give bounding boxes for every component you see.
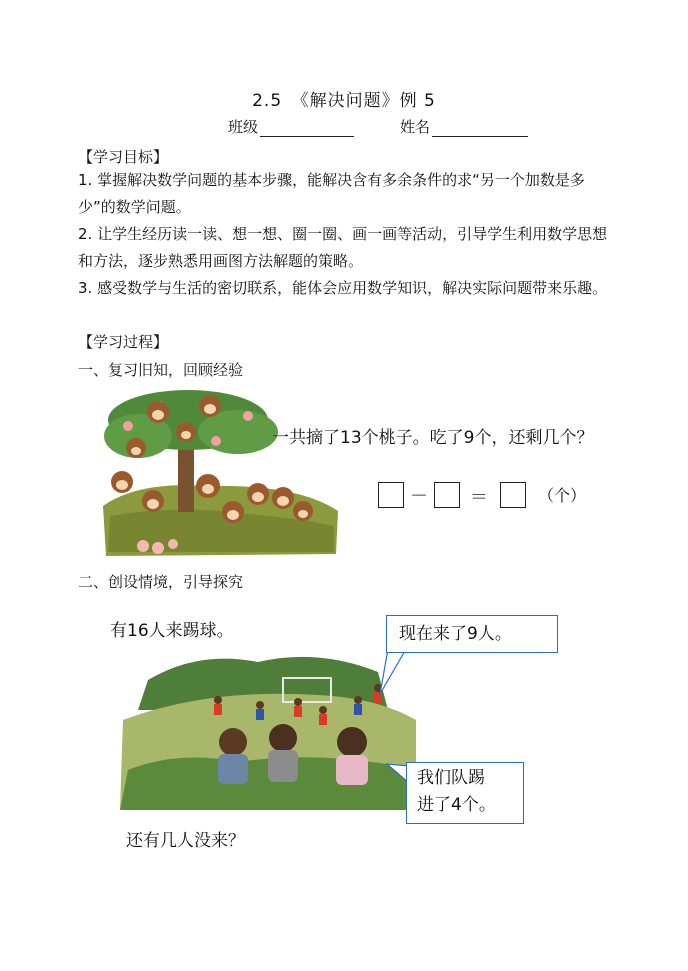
class-label: 班级	[228, 118, 259, 136]
equals-sign: ＝	[470, 487, 488, 508]
peach-question: 一共摘了13个桃子。吃了9个，还剩几个？	[272, 428, 594, 448]
class-field	[228, 116, 354, 137]
soccer-field-illustration	[118, 650, 418, 812]
callout-arrived	[386, 615, 558, 653]
unit-label: （个）	[538, 486, 587, 505]
monkeys-peach-tree-illustration	[98, 386, 343, 558]
goal-item-2: 2. 让学生经历读一读、想一想、圈一圈、画一画等活动，引导学生利用数学思想和方法，逐步熟悉用画图方法解题的策略。	[78, 225, 608, 270]
goal-item-1: 1. 掌握解决数学问题的基本步骤，能解决含有多余条件的求“另一个加数是多少”的数学问题。	[78, 171, 585, 216]
part1-heading: 一、复习旧知，回顾经验	[78, 361, 244, 379]
process-heading: 【学习过程】	[78, 333, 169, 351]
name-label: 姓名	[400, 118, 431, 136]
goals-heading: 【学习目标】	[78, 148, 169, 166]
answer-box-3[interactable]	[500, 482, 526, 508]
part2-heading: 二、创设情境，引导探究	[78, 573, 244, 591]
missing-question: 还有几人没来？	[126, 831, 245, 851]
callout-goals	[406, 762, 524, 824]
answer-box-1[interactable]	[378, 482, 404, 508]
name-blank[interactable]	[432, 120, 528, 137]
callout-goals-line1: 我们队踢	[417, 768, 485, 788]
callout-pointer-1	[378, 648, 418, 698]
minus-sign: －	[410, 486, 428, 507]
goal-item-3: 3. 感受数学与生活的密切联系，能体会应用数学知识，解决实际问题带来乐趣。	[78, 279, 608, 297]
answer-box-2[interactable]	[434, 482, 460, 508]
name-field	[400, 116, 528, 137]
players-text: 有16人来踢球。	[110, 621, 234, 641]
callout-arrived-text: 现在来了9人。	[399, 624, 512, 644]
callout-goals-line2: 进了4个。	[417, 795, 496, 815]
class-blank[interactable]	[260, 120, 354, 137]
page-title: 2.5 《解决问题》例 5	[252, 91, 436, 111]
